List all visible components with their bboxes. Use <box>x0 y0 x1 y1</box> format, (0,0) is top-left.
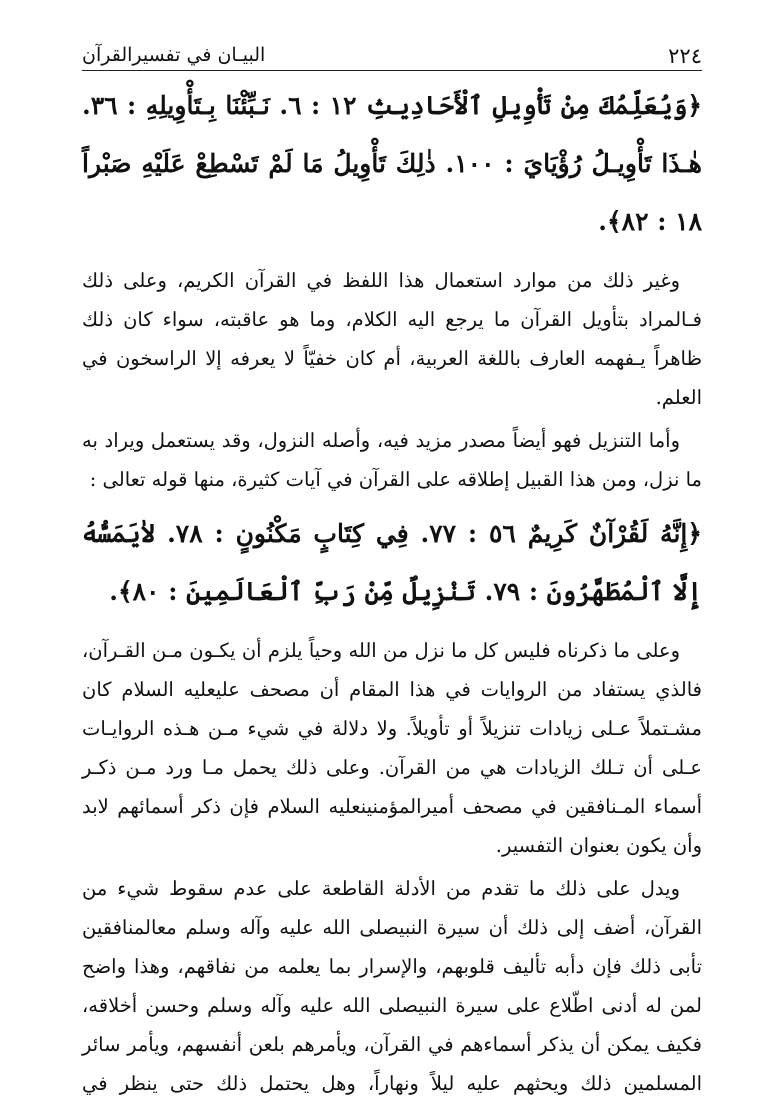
quran-verse-block-1: ﴿وَيُعَلِّمُكَ مِنْ تَأْوِيلِ ٱلْأَحَادِيثِ ١٢ : ٦. نَـبِّئْنَا بِـتَأْوِيلِهِ : ٣٦. هٰـذَا تَأْوِيـلُ رُؤْيَايَ : ١٠٠. ذٰلِكَ تَأْوِيلُ مَا لَمْ تَسْطِعْ عَلَيْهِ صَبْراً ١٨ : ٨٢﴾. <box>82 91 703 236</box>
running-header <box>82 30 702 71</box>
paragraph-tawil-meaning: وغير ذلك من موارد استعمال هذا اللفظ في القرآن الكريم، وعلى ذلك فـالمراد بتأويل القرآن ما يرجع اليه الكلام، وما هو عاقبته، سواء كان ذلك ظاهراً يـفهمه العارف باللغة العربية، أم كان خفيّاً لا يعرفه إلا الراسخون في العلم. <box>82 269 702 409</box>
paragraph-mushaf-ali: وعلى ما ذكرناه فليس كل ما نزل من الله وحياً يلزم أن يكـون مـن القـرآن، فالذي يستفاد من الروايات في هذا المقام أن مصحف عليعليه السلام كان مشـتملاً عـلى زيادات تنزيلاً أو تأويلاً. ولا دلالة في شيء مـن هـذه الروايـات عـلى أن تـلك الزيادات هي من القرآن. وعلى ذلك يحمل مـا ورد مـن ذكـر أسماء المـنافقين في مصحف أميرالمؤمنينعليه السلام فإن ذكر أسمائهم لابد وأن يكون بعنوان التفسير. <box>82 639 702 857</box>
paragraph-evidence: ويدل على ذلك ما تقدم من الأدلة القاطعة على عدم سقوط شيء من القرآن، أضف إلى ذلك أن سيرة النبيصلى الله عليه وآله وسلم معالمنافقين تأبى ذلك فإن دأبه تأليف قلوبهم، والإسرار بما يعلمه من نفاقهم، وهذا واضح لمن له أدنى اطّلاع على سيرة النبيصلى الله عليه وآله وسلم وحسن أخلاقه، فكيف يمكن أن يذكر أسماءهم في القرآن، ويأمرهم بلعن أنفسهم، ويأمر سائر المسلمين ذلك ويحثهم عليه ليلاً ونهاراً، وهل يحتمل ذلك حتى ينظر في <box>82 877 702 1095</box>
paragraph-tanzil-meaning: وأما التنزيل فهو أيضاً مصدر مزيد فيه، وأصله النزول، وقد يستعمل ويراد به ما نزل، ومن هذا القبيل إطلاقه على القرآن في آيات كثيرة، منها قوله تعالى : <box>82 429 702 491</box>
page-number: ٢٢٤ <box>668 44 702 68</box>
book-title: البيـان في تفسيرالقرآن <box>82 44 266 66</box>
quran-verse-block-2: ﴿إِنَّهُ لَقُرْآنٌ كَرِيمٌ ٥٦ : ٧٧. فِي كِتَابٍ مَكْنُونٍ : ٧٨. لاٰيَمَسُّهُ إِلَّا ٱلْمُطَهَّرُونَ : ٧٩. تَنْزِيلٌ مِّنْ رَبِّ ٱلْعَالَمِينَ : ٨٠﴾. <box>82 519 702 606</box>
book-page <box>82 30 702 1103</box>
